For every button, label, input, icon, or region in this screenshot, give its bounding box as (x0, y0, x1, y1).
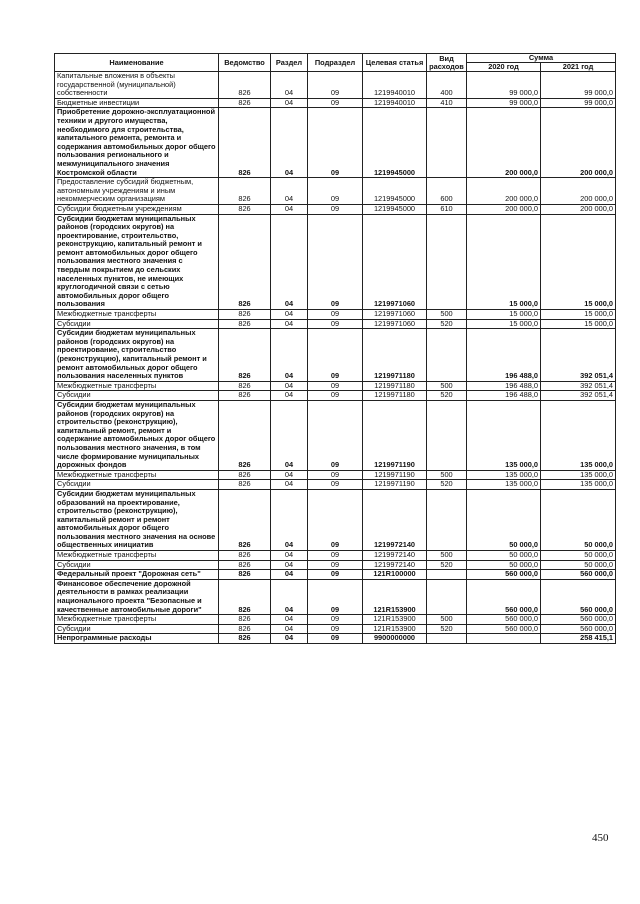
cell-name: Финансовое обеспечение дорожной деятельности в рамках реализации национального проекта "Безопасные и качественные автомобильные дороги" (55, 579, 219, 614)
cell-2021: 560 000,0 (541, 579, 616, 614)
header-target: Целевая статья (363, 54, 427, 72)
header-name: Наименование (55, 54, 219, 72)
table-row (55, 489, 616, 550)
cell-name: Межбюджетные трансферты (55, 615, 219, 625)
cell-2020: 15 000,0 (467, 310, 541, 320)
table-row (55, 178, 616, 205)
cell-exp-type (427, 108, 467, 178)
cell-target: 1219971060 (363, 214, 427, 310)
cell-section: 04 (271, 98, 308, 108)
cell-dept: 826 (219, 470, 271, 480)
cell-subsection: 09 (308, 624, 363, 634)
cell-name: Межбюджетные трансферты (55, 310, 219, 320)
cell-name: Межбюджетные трансферты (55, 381, 219, 391)
cell-subsection: 09 (308, 579, 363, 614)
cell-target: 121R153900 (363, 615, 427, 625)
cell-exp-type (427, 489, 467, 550)
cell-2020: 196 488,0 (467, 381, 541, 391)
cell-2020: 50 000,0 (467, 560, 541, 570)
cell-name: Субсидии бюджетным учреждениям (55, 204, 219, 214)
cell-target: 1219945000 (363, 178, 427, 205)
cell-section: 04 (271, 570, 308, 580)
cell-subsection: 09 (308, 381, 363, 391)
cell-section: 04 (271, 391, 308, 401)
cell-target: 1219971060 (363, 310, 427, 320)
cell-2020: 135 000,0 (467, 470, 541, 480)
cell-2020: 200 000,0 (467, 108, 541, 178)
cell-subsection: 09 (308, 391, 363, 401)
cell-2020: 200 000,0 (467, 204, 541, 214)
cell-exp-type (427, 214, 467, 310)
cell-dept: 826 (219, 214, 271, 310)
cell-2021: 560 000,0 (541, 624, 616, 634)
cell-section: 04 (271, 615, 308, 625)
cell-target: 1219971060 (363, 319, 427, 329)
cell-subsection: 09 (308, 560, 363, 570)
cell-target: 1219971180 (363, 391, 427, 401)
table-row (55, 329, 616, 382)
table-row (55, 319, 616, 329)
cell-exp-type: 400 (427, 72, 467, 99)
cell-subsection: 09 (308, 570, 363, 580)
cell-dept: 826 (219, 480, 271, 490)
cell-target: 121R153900 (363, 579, 427, 614)
cell-2020: 560 000,0 (467, 579, 541, 614)
cell-2020: 15 000,0 (467, 319, 541, 329)
cell-subsection: 09 (308, 634, 363, 644)
cell-target: 1219945000 (363, 204, 427, 214)
cell-name: Межбюджетные трансферты (55, 551, 219, 561)
cell-exp-type: 520 (427, 319, 467, 329)
header-subsection: Подраздел (308, 54, 363, 72)
table-row (55, 615, 616, 625)
cell-target: 1219972140 (363, 560, 427, 570)
table-row (55, 204, 616, 214)
cell-name: Субсидии (55, 624, 219, 634)
table-row (55, 381, 616, 391)
cell-exp-type: 600 (427, 178, 467, 205)
cell-exp-type: 520 (427, 560, 467, 570)
table-row (55, 570, 616, 580)
cell-exp-type (427, 579, 467, 614)
cell-name: Непрограммные расходы (55, 634, 219, 644)
cell-name: Приобретение дорожно-эксплуатационной техники и другого имущества, необходимого для строительства, капитального ремонта, ремонта и содержания автомобильных дорог общего пользования регионального и межмуниципального значения Костромской области (55, 108, 219, 178)
cell-subsection: 09 (308, 178, 363, 205)
cell-dept: 826 (219, 489, 271, 550)
cell-name: Предоставление субсидий бюджетным, автономным учреждениям и иным некоммерческим организациям (55, 178, 219, 205)
cell-2021: 15 000,0 (541, 319, 616, 329)
cell-2021: 200 000,0 (541, 204, 616, 214)
cell-subsection: 09 (308, 400, 363, 470)
cell-dept: 826 (219, 570, 271, 580)
table-row (55, 391, 616, 401)
cell-exp-type: 520 (427, 480, 467, 490)
table-row (55, 310, 616, 320)
cell-subsection: 09 (308, 489, 363, 550)
header-exp-type: Вид расходов (427, 54, 467, 72)
cell-target: 121R153900 (363, 624, 427, 634)
cell-2020: 50 000,0 (467, 551, 541, 561)
cell-2021: 392 051,4 (541, 329, 616, 382)
cell-section: 04 (271, 329, 308, 382)
cell-target: 1219971180 (363, 381, 427, 391)
budget-table (54, 53, 616, 644)
cell-subsection: 09 (308, 98, 363, 108)
cell-2020: 196 488,0 (467, 329, 541, 382)
cell-section: 04 (271, 624, 308, 634)
table-row (55, 551, 616, 561)
cell-name: Субсидии (55, 319, 219, 329)
table-row (55, 470, 616, 480)
cell-subsection: 09 (308, 551, 363, 561)
cell-section: 04 (271, 108, 308, 178)
cell-2021: 560 000,0 (541, 570, 616, 580)
cell-2021: 200 000,0 (541, 108, 616, 178)
cell-dept: 826 (219, 579, 271, 614)
cell-exp-type: 410 (427, 98, 467, 108)
cell-section: 04 (271, 214, 308, 310)
cell-section: 04 (271, 480, 308, 490)
cell-2021: 560 000,0 (541, 615, 616, 625)
cell-subsection: 09 (308, 470, 363, 480)
cell-dept: 826 (219, 615, 271, 625)
cell-name: Субсидии (55, 560, 219, 570)
cell-name: Межбюджетные трансферты (55, 470, 219, 480)
cell-exp-type: 500 (427, 381, 467, 391)
cell-2020: 135 000,0 (467, 400, 541, 470)
cell-dept: 826 (219, 381, 271, 391)
cell-exp-type (427, 634, 467, 644)
cell-dept: 826 (219, 319, 271, 329)
cell-dept: 826 (219, 624, 271, 634)
cell-subsection: 09 (308, 319, 363, 329)
cell-name: Субсидии (55, 391, 219, 401)
table-row (55, 480, 616, 490)
cell-2020: 15 000,0 (467, 214, 541, 310)
table-row (55, 72, 616, 99)
cell-2021: 258 415,1 (541, 634, 616, 644)
cell-section: 04 (271, 634, 308, 644)
cell-dept: 826 (219, 560, 271, 570)
cell-section: 04 (271, 72, 308, 99)
cell-target: 1219971190 (363, 470, 427, 480)
cell-subsection: 09 (308, 214, 363, 310)
cell-subsection: 09 (308, 310, 363, 320)
table-row (55, 400, 616, 470)
cell-2020 (467, 634, 541, 644)
table-row (55, 624, 616, 634)
cell-2021: 15 000,0 (541, 214, 616, 310)
cell-dept: 826 (219, 634, 271, 644)
cell-subsection: 09 (308, 615, 363, 625)
cell-section: 04 (271, 489, 308, 550)
cell-section: 04 (271, 400, 308, 470)
cell-dept: 826 (219, 329, 271, 382)
cell-name: Капитальные вложения в объекты государственной (муниципальной) собственности (55, 72, 219, 99)
cell-2020: 200 000,0 (467, 178, 541, 205)
page-number: 450 (592, 832, 609, 844)
table-row (55, 98, 616, 108)
cell-target: 1219971190 (363, 480, 427, 490)
cell-2020: 99 000,0 (467, 98, 541, 108)
cell-target: 1219972140 (363, 551, 427, 561)
table-row (55, 579, 616, 614)
cell-dept: 826 (219, 178, 271, 205)
cell-dept: 826 (219, 400, 271, 470)
cell-name: Субсидии бюджетам муниципальных районов (городских округов) на строительство (реконструкцию), капитальный ремонт, ремонт и содержание автомобильных дорог общего пользования местного значения, в том числе формирование муниципальных дорожных фондов (55, 400, 219, 470)
cell-name: Федеральный проект "Дорожная сеть" (55, 570, 219, 580)
cell-exp-type: 500 (427, 551, 467, 561)
cell-exp-type: 610 (427, 204, 467, 214)
cell-section: 04 (271, 470, 308, 480)
cell-subsection: 09 (308, 72, 363, 99)
cell-2021: 392 051,4 (541, 391, 616, 401)
header-section: Раздел (271, 54, 308, 72)
cell-2021: 50 000,0 (541, 489, 616, 550)
cell-dept: 826 (219, 72, 271, 99)
cell-exp-type (427, 329, 467, 382)
table-row (55, 560, 616, 570)
cell-2020: 560 000,0 (467, 624, 541, 634)
cell-2020: 196 488,0 (467, 391, 541, 401)
cell-exp-type: 520 (427, 624, 467, 634)
cell-dept: 826 (219, 108, 271, 178)
cell-name: Субсидии бюджетам муниципальных районов (городских округов) на проектирование, строительство (реконструкцию), капитальный ремонт и ремонт автомобильных дорог общего пользования населенных пунктов (55, 329, 219, 382)
cell-name: Субсидии бюджетам муниципальных районов (городских округов) на проектирование, строительство, реконструкцию, капитальный ремонт и ремонт автомобильных дорог общего пользования местного значения с твердым покрытием до сельских населенных пунктов, не имеющих круглогодичной связи с сетью автомобильных дорог общего пользования (55, 214, 219, 310)
header-year-2020: 2020 год (467, 63, 541, 72)
cell-dept: 826 (219, 98, 271, 108)
cell-2021: 200 000,0 (541, 178, 616, 205)
cell-section: 04 (271, 310, 308, 320)
cell-dept: 826 (219, 391, 271, 401)
cell-exp-type: 500 (427, 615, 467, 625)
cell-target: 1219945000 (363, 108, 427, 178)
cell-exp-type: 500 (427, 470, 467, 480)
cell-subsection: 09 (308, 480, 363, 490)
table-body (55, 72, 616, 644)
cell-section: 04 (271, 178, 308, 205)
cell-2021: 135 000,0 (541, 470, 616, 480)
cell-exp-type (427, 400, 467, 470)
cell-target: 1219940010 (363, 98, 427, 108)
cell-dept: 826 (219, 310, 271, 320)
cell-exp-type (427, 570, 467, 580)
cell-target: 1219971190 (363, 400, 427, 470)
cell-section: 04 (271, 319, 308, 329)
cell-dept: 826 (219, 204, 271, 214)
cell-target: 1219972140 (363, 489, 427, 550)
cell-target: 1219940010 (363, 72, 427, 99)
cell-2020: 50 000,0 (467, 489, 541, 550)
cell-2020: 560 000,0 (467, 615, 541, 625)
cell-name: Субсидии (55, 480, 219, 490)
cell-section: 04 (271, 579, 308, 614)
header-sum: Сумма (467, 54, 616, 63)
cell-dept: 826 (219, 551, 271, 561)
cell-target: 1219971180 (363, 329, 427, 382)
cell-2021: 50 000,0 (541, 560, 616, 570)
cell-subsection: 09 (308, 329, 363, 382)
cell-2021: 135 000,0 (541, 400, 616, 470)
header-dept: Ведомство (219, 54, 271, 72)
cell-subsection: 09 (308, 108, 363, 178)
cell-exp-type: 520 (427, 391, 467, 401)
cell-exp-type: 500 (427, 310, 467, 320)
cell-section: 04 (271, 381, 308, 391)
cell-target: 121R100000 (363, 570, 427, 580)
header-year-2021: 2021 год (541, 63, 616, 72)
cell-section: 04 (271, 560, 308, 570)
cell-section: 04 (271, 551, 308, 561)
cell-section: 04 (271, 204, 308, 214)
cell-2020: 99 000,0 (467, 72, 541, 99)
table-row (55, 108, 616, 178)
cell-name: Бюджетные инвестиции (55, 98, 219, 108)
table-row (55, 214, 616, 310)
cell-2021: 99 000,0 (541, 98, 616, 108)
cell-name: Субсидии бюджетам муниципальных образований на проектирование, строительство (реконструкцию), капитальный ремонт и ремонт автомобильных дорог общего пользования местного значения на основе общественных инициатив (55, 489, 219, 550)
cell-2021: 50 000,0 (541, 551, 616, 561)
cell-target: 9900000000 (363, 634, 427, 644)
cell-2021: 135 000,0 (541, 480, 616, 490)
table-row (55, 634, 616, 644)
cell-2021: 99 000,0 (541, 72, 616, 99)
cell-2021: 392 051,4 (541, 381, 616, 391)
cell-2020: 560 000,0 (467, 570, 541, 580)
cell-subsection: 09 (308, 204, 363, 214)
cell-2021: 15 000,0 (541, 310, 616, 320)
cell-2020: 135 000,0 (467, 480, 541, 490)
